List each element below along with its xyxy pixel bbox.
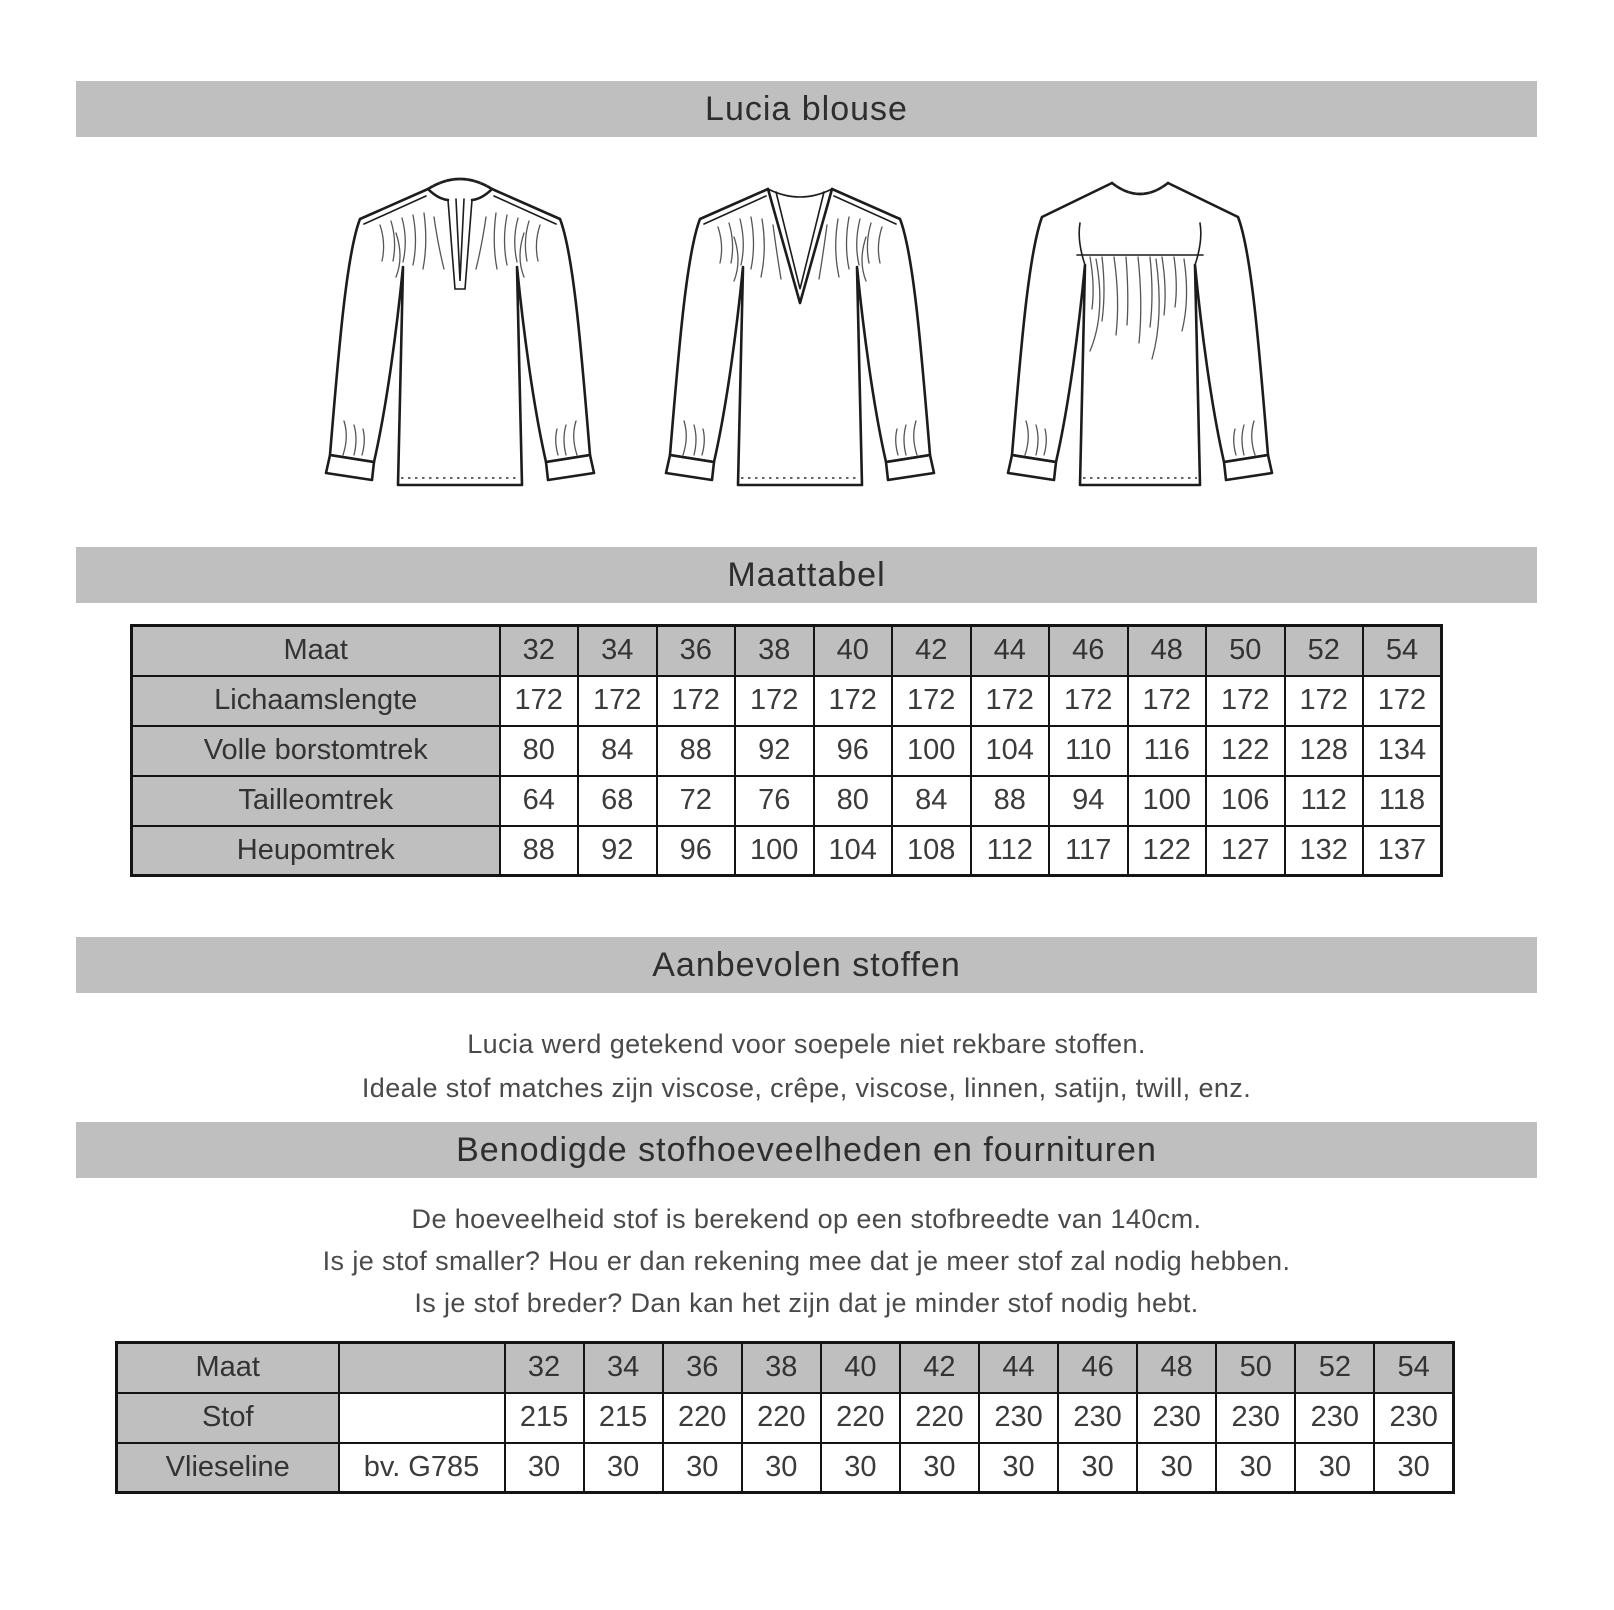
value-cell: 220 [663,1393,742,1443]
value-cell: 172 [657,676,736,726]
value-cell: 230 [1137,1393,1216,1443]
row-label-cell: Lichaamslengte [132,676,500,726]
fabric-advice-line: Ideale stof matches zijn viscose, crêpe, viscose, linnen, satijn, twill, enz. [361,1073,1252,1103]
section-title-text: Benodigde stofhoeveelheden en fournituren [456,1130,1157,1169]
fabric-table [115,1341,1455,1494]
size-header-cell: 46 [1058,1343,1137,1393]
value-cell: 122 [1206,726,1285,776]
value-cell: 30 [821,1443,900,1493]
size-header-cell: 50 [1206,626,1285,676]
value-cell: 30 [1216,1443,1295,1493]
size-header-cell: 38 [742,1343,821,1393]
value-cell: 30 [1137,1443,1216,1493]
value-cell: 172 [892,676,971,726]
value-cell: 127 [1206,826,1285,876]
value-cell: 100 [892,726,971,776]
value-cell: 220 [821,1393,900,1443]
size-header-cell: 42 [892,626,971,676]
size-header-cell: 52 [1285,626,1364,676]
section-title-text: Aanbevolen stoffen [652,945,961,984]
value-cell: 30 [1295,1443,1374,1493]
fabric-advice-line: Lucia werd getekend voor soepele niet rekbare stoffen. [467,1029,1146,1059]
value-cell: 30 [1058,1443,1137,1493]
value-cell: 80 [814,776,893,826]
table-row [132,776,1442,826]
value-cell: 118 [1363,776,1442,826]
blouse-front-vneck-view-icon [640,163,960,523]
table-row [132,826,1442,876]
value-cell: 112 [971,826,1050,876]
value-cell: 64 [500,776,579,826]
value-cell: 88 [657,726,736,776]
value-cell: 230 [1374,1393,1453,1443]
value-cell: 230 [979,1393,1058,1443]
value-cell: 220 [900,1393,979,1443]
row-label-cell: Maat [132,626,500,676]
table-header-row [132,626,1442,676]
value-cell: 104 [814,826,893,876]
value-cell: 112 [1285,776,1364,826]
size-header-cell: 40 [821,1343,900,1393]
size-header-cell: 34 [584,1343,663,1393]
value-cell: 96 [657,826,736,876]
note-cell [339,1343,505,1393]
value-cell: 92 [735,726,814,776]
page-title [76,81,1537,137]
value-cell: 88 [500,826,579,876]
section-title-text: Maattabel [727,555,886,594]
size-header-cell: 44 [971,626,1050,676]
value-cell: 68 [578,776,657,826]
size-header-cell: 32 [505,1343,584,1393]
value-cell: 132 [1285,826,1364,876]
size-header-cell: 46 [1049,626,1128,676]
value-cell: 117 [1049,826,1128,876]
value-cell: 84 [578,726,657,776]
table-row [117,1443,1454,1493]
technical-drawings [300,163,1300,523]
value-cell: 94 [1049,776,1128,826]
size-header-cell: 48 [1128,626,1207,676]
value-cell: 30 [505,1443,584,1493]
value-cell: 100 [735,826,814,876]
value-cell: 172 [1128,676,1207,726]
note-cell: bv. G785 [339,1443,505,1493]
size-header-cell: 54 [1363,626,1442,676]
size-header-cell: 52 [1295,1343,1374,1393]
value-cell: 30 [1374,1443,1453,1493]
requirements-line: De hoeveelheid stof is berekend op een stofbreedte van 140cm. [411,1204,1202,1234]
note-cell [339,1393,505,1443]
section-title-benodigd [76,1122,1537,1178]
value-cell: 88 [971,776,1050,826]
row-label-cell: Stof [117,1393,339,1443]
value-cell: 172 [1363,676,1442,726]
blouse-back-view-icon [980,163,1300,523]
blouse-front-placket-view-icon [300,163,620,523]
section-title-stoffen [76,937,1537,993]
value-cell: 172 [500,676,579,726]
value-cell: 230 [1216,1393,1295,1443]
table-row [132,676,1442,726]
fabric-advice-text [76,1022,1537,1110]
value-cell: 230 [1058,1393,1137,1443]
value-cell: 30 [742,1443,821,1493]
size-header-cell: 44 [979,1343,1058,1393]
value-cell: 100 [1128,776,1207,826]
value-cell: 172 [971,676,1050,726]
value-cell: 137 [1363,826,1442,876]
value-cell: 172 [814,676,893,726]
row-label-cell: Heupomtrek [132,826,500,876]
size-header-cell: 36 [663,1343,742,1393]
requirements-text [76,1198,1537,1324]
row-label-cell: Maat [117,1343,339,1393]
size-header-cell: 38 [735,626,814,676]
size-header-cell: 54 [1374,1343,1453,1393]
value-cell: 220 [742,1393,821,1443]
value-cell: 134 [1363,726,1442,776]
value-cell: 76 [735,776,814,826]
value-cell: 30 [900,1443,979,1493]
value-cell: 92 [578,826,657,876]
value-cell: 106 [1206,776,1285,826]
value-cell: 84 [892,776,971,826]
value-cell: 116 [1128,726,1207,776]
size-header-cell: 40 [814,626,893,676]
value-cell: 172 [1206,676,1285,726]
size-header-cell: 50 [1216,1343,1295,1393]
value-cell: 122 [1128,826,1207,876]
value-cell: 30 [584,1443,663,1493]
value-cell: 30 [979,1443,1058,1493]
size-table [130,624,1443,877]
value-cell: 172 [735,676,814,726]
value-cell: 104 [971,726,1050,776]
value-cell: 230 [1295,1393,1374,1443]
value-cell: 30 [663,1443,742,1493]
value-cell: 96 [814,726,893,776]
table-row [117,1393,1454,1443]
size-header-cell: 34 [578,626,657,676]
row-label-cell: Tailleomtrek [132,776,500,826]
value-cell: 72 [657,776,736,826]
size-header-cell: 42 [900,1343,979,1393]
value-cell: 110 [1049,726,1128,776]
size-header-cell: 36 [657,626,736,676]
value-cell: 172 [578,676,657,726]
page-title-text: Lucia blouse [705,89,908,128]
section-title-maattabel [76,547,1537,603]
value-cell: 128 [1285,726,1364,776]
table-header-row [117,1343,1454,1393]
value-cell: 172 [1049,676,1128,726]
size-header-cell: 48 [1137,1343,1216,1393]
table-row [132,726,1442,776]
requirements-line: Is je stof breder? Dan kan het zijn dat je minder stof nodig hebt. [414,1288,1199,1318]
value-cell: 215 [505,1393,584,1443]
row-label-cell: Volle borstomtrek [132,726,500,776]
row-label-cell: Vlieseline [117,1443,339,1493]
value-cell: 215 [584,1393,663,1443]
value-cell: 172 [1285,676,1364,726]
requirements-line: Is je stof smaller? Hou er dan rekening mee dat je meer stof zal nodig hebben. [322,1246,1291,1276]
value-cell: 80 [500,726,579,776]
size-header-cell: 32 [500,626,579,676]
value-cell: 108 [892,826,971,876]
